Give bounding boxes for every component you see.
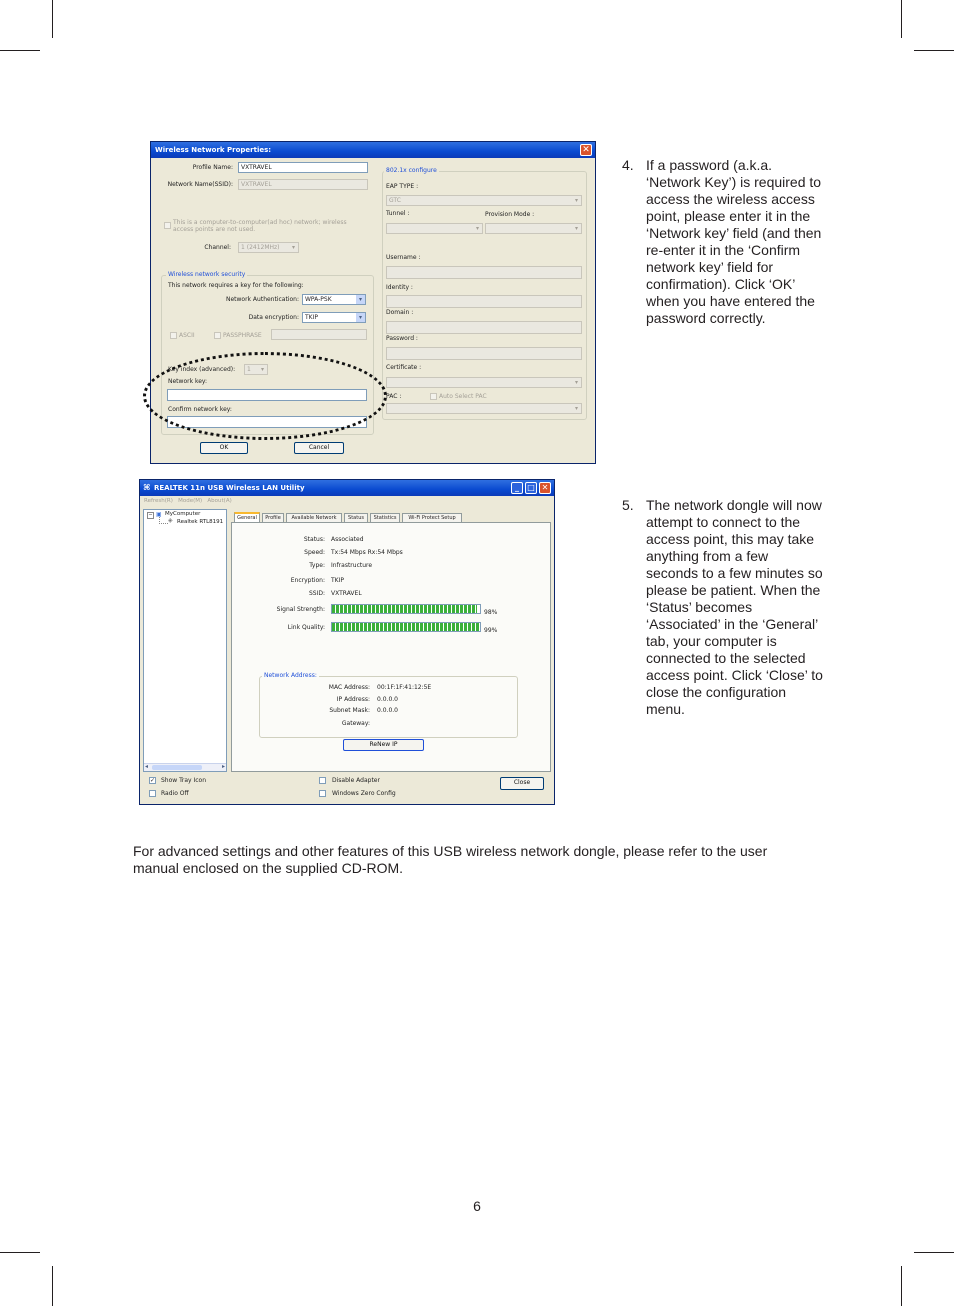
step-4-text: If a password (a.k.a. ‘Network Key’) is required to access the wireless access point, please enter it in the ‘Network key’ field (and then re-enter it in the ‘Confirm network key’ field for confirmation). Click ‘OK’ when you have entered the password correctly. — [646, 157, 822, 326]
profile-name-label: Profile Name: — [192, 164, 233, 171]
page-number: 6 — [473, 1198, 481, 1214]
scroll-left-icon[interactable]: ◂ — [145, 763, 149, 770]
show-tray-checkbox[interactable]: ✓ — [150, 777, 156, 784]
tab-wifi-protect-setup[interactable]: Wi-Fi Protect Setup — [402, 513, 462, 522]
highlight-ellipse — [143, 352, 387, 440]
mask-label: Subnet Mask: — [329, 707, 370, 714]
tab-statistics[interactable]: Statistics — [370, 513, 400, 522]
ok-button[interactable]: OK — [200, 442, 248, 454]
step-5-text: The network dongle will now attempt to connect to the access point, this may take anything from a few seconds to a few minutes so please be patient. When the ‘Status’ becomes ‘Associated’ in the ‘General’ tab, your computer is connected to the selected access point. Click ‘Close’ to close the configuration menu. — [646, 497, 823, 717]
network-key-label: Network key: — [168, 378, 208, 385]
speed-value: Tx:54 Mbps Rx:54 Mbps — [331, 549, 403, 556]
dialog-title: Wireless Network Properties: — [155, 146, 272, 154]
close-button[interactable]: Close — [500, 777, 544, 790]
certificate-label: Certificate : — [386, 364, 422, 371]
radio-off-label: Radio Off — [161, 790, 189, 797]
tab-status[interactable]: Status — [344, 513, 368, 522]
signal-label: Signal Strength: — [276, 606, 325, 613]
passphrase-label: PASSPHRASE — [223, 332, 262, 339]
collapse-icon[interactable]: − — [148, 512, 153, 518]
encryption-label: Encryption: — [290, 577, 325, 584]
zero-config-checkbox[interactable] — [319, 790, 326, 797]
crop-mark — [914, 1252, 954, 1253]
passphrase-checkbox[interactable] — [214, 332, 221, 339]
menu-about[interactable]: About(A) — [207, 498, 232, 504]
chevron-down-icon: ▾ — [572, 196, 581, 205]
adhoc-label: This is a computer-to-computer(ad hoc) network; wireless access points are not used. — [173, 219, 347, 233]
eap-type-label: EAP TYPE : — [386, 183, 419, 190]
passphrase-input[interactable] — [271, 329, 367, 340]
crop-mark — [901, 0, 902, 38]
step-5-number: 5. — [622, 497, 634, 513]
ip-label: IP Address: — [336, 696, 370, 703]
step-4 — [622, 157, 828, 332]
auth-label: Network Authentication: — [225, 296, 299, 303]
menu-mode[interactable]: Mode(M) — [178, 498, 203, 504]
link-bar — [331, 622, 481, 632]
chevron-down-icon: ▾ — [572, 404, 581, 413]
auth-value: WPA-PSK — [305, 296, 332, 303]
identity-label: Identity : — [386, 284, 413, 291]
signal-bar — [331, 604, 481, 614]
chevron-down-icon: ▾ — [572, 224, 581, 233]
crop-mark — [52, 1266, 53, 1306]
security-group-label: Wireless network security — [168, 271, 246, 278]
encryption-label: Data encryption: — [248, 314, 299, 321]
signal-value: 98% — [484, 609, 498, 616]
mac-label: MAC Address: — [328, 684, 370, 691]
key-index-value: 1 — [247, 366, 251, 373]
crop-mark — [901, 1266, 902, 1306]
domain-input[interactable] — [386, 321, 582, 334]
ascii-label: ASCII — [179, 332, 195, 339]
chevron-down-icon: ▾ — [258, 365, 267, 374]
channel-select[interactable] — [238, 242, 299, 253]
footer-paragraph: For advanced settings and other features of this USB wireless network dongle, please refer to the user manual enclosed on the supplied CD-ROM. — [133, 843, 768, 876]
profile-name-input[interactable]: VXTRAVEL — [238, 162, 368, 173]
tab-available-network[interactable]: Available Network — [286, 513, 342, 522]
general-panel — [231, 522, 551, 772]
close-icon[interactable]: ✕ — [580, 144, 592, 156]
encryption-value: TKIP — [331, 577, 344, 584]
close-icon[interactable]: ✕ — [539, 482, 551, 494]
window-title: REALTEK 11n USB Wireless LAN Utility — [154, 484, 305, 492]
crop-mark — [0, 1252, 40, 1253]
disable-adapter-label: Disable Adapter — [332, 777, 380, 784]
adapter-icon: ◈ — [168, 517, 173, 524]
provision-label: Provision Mode : — [485, 211, 535, 218]
maximize-icon[interactable]: □ — [525, 482, 537, 494]
tree-root[interactable]: MyComputer — [165, 511, 201, 517]
step-4-number: 4. — [622, 157, 634, 173]
show-tray-label: Show Tray Icon — [161, 777, 207, 784]
zero-config-label: Windows Zero Config — [332, 790, 396, 797]
certificate-select[interactable] — [386, 377, 582, 388]
menu-refresh[interactable]: Refresh(R) — [144, 498, 173, 504]
key-index-label: Key index (advanced): — [168, 366, 236, 373]
ssid-label: SSID: — [308, 590, 325, 597]
signal-bar-fill — [332, 605, 477, 613]
auth-select[interactable] — [302, 294, 366, 305]
type-value: Infrastructure — [331, 562, 373, 569]
link-label: Link Quality: — [287, 624, 325, 631]
network-app-icon: ⌘ — [143, 483, 151, 492]
eap-type-value: GTC — [389, 197, 401, 204]
menu-bar — [144, 498, 232, 504]
crop-mark — [0, 50, 40, 51]
pac-label: PAC : — [386, 393, 402, 400]
scroll-right-icon[interactable]: ▸ — [221, 763, 225, 770]
window-titlebar — [140, 480, 554, 496]
mask-value: 0.0.0.0 — [377, 707, 398, 714]
channel-label: Channel: — [204, 244, 231, 251]
username-label: Username : — [386, 254, 421, 261]
config-group-label: 802.1x configure — [386, 167, 437, 174]
status-value: Associated — [331, 536, 364, 543]
password-input[interactable] — [386, 347, 582, 360]
tree-child[interactable]: Realtek RTL8191 — [177, 519, 224, 525]
ssid-input[interactable]: VXTRAVEL — [238, 179, 368, 190]
chevron-down-icon: ▾ — [356, 313, 365, 322]
chevron-down-icon: ▾ — [289, 243, 298, 252]
mac-value: 00:1F:1F:41:12:5E — [377, 684, 432, 691]
ssid-label: Network Name(SSID): — [167, 181, 233, 188]
ssid-value: VXTRAVEL — [331, 590, 362, 597]
encryption-select[interactable] — [302, 312, 366, 323]
auto-pac-label: Auto Select PAC — [439, 393, 487, 400]
channel-value: 1 (2412MHz) — [241, 244, 280, 251]
scroll-thumb[interactable] — [152, 765, 202, 770]
step-5 — [622, 497, 828, 722]
chevron-down-icon: ▾ — [473, 224, 482, 233]
speed-label: Speed: — [304, 549, 325, 556]
tunnel-select[interactable] — [386, 223, 483, 234]
chevron-down-icon: ▾ — [572, 378, 581, 387]
security-intro: This network requires a key for the following: — [168, 282, 304, 289]
tab-general[interactable]: General — [234, 512, 260, 522]
confirm-key-label: Confirm network key: — [168, 406, 232, 413]
minimize-icon[interactable]: _ — [511, 482, 523, 494]
ip-value: 0.0.0.0 — [377, 696, 398, 703]
disable-adapter-checkbox[interactable] — [319, 777, 326, 784]
link-value: 99% — [484, 627, 498, 634]
realtek-utility-window — [139, 479, 555, 805]
encryption-value: TKIP — [305, 314, 318, 321]
radio-off-checkbox[interactable] — [149, 790, 156, 797]
username-input[interactable] — [386, 266, 582, 279]
crop-mark — [914, 50, 954, 51]
ascii-checkbox[interactable] — [170, 332, 177, 339]
cancel-button[interactable]: Cancel — [294, 442, 344, 454]
auto-pac-checkbox[interactable] — [430, 393, 437, 400]
type-label: Type: — [309, 562, 325, 569]
eap-type-select[interactable] — [386, 195, 582, 206]
dialog-titlebar — [151, 142, 595, 158]
status-label: Status: — [303, 536, 325, 543]
renew-ip-button[interactable]: ReNew IP — [343, 739, 424, 751]
computer-icon: ▣ — [156, 511, 162, 518]
address-group-label: Network Address: — [264, 672, 317, 679]
password-label: Password : — [386, 335, 418, 342]
tree-scrollbar[interactable] — [144, 763, 226, 771]
gateway-label: Gateway: — [341, 720, 370, 727]
adhoc-checkbox[interactable] — [164, 222, 171, 229]
provision-select[interactable] — [485, 223, 582, 234]
tree-connector — [159, 517, 168, 524]
chevron-down-icon: ▾ — [356, 295, 365, 304]
device-tree — [143, 509, 227, 772]
crop-mark — [52, 0, 53, 38]
identity-input[interactable] — [386, 295, 582, 308]
pac-select[interactable] — [386, 403, 582, 414]
domain-label: Domain : — [386, 309, 414, 316]
link-bar-fill — [332, 623, 479, 631]
tab-profile[interactable]: Profile — [262, 513, 284, 522]
tunnel-label: Tunnel : — [386, 210, 410, 217]
